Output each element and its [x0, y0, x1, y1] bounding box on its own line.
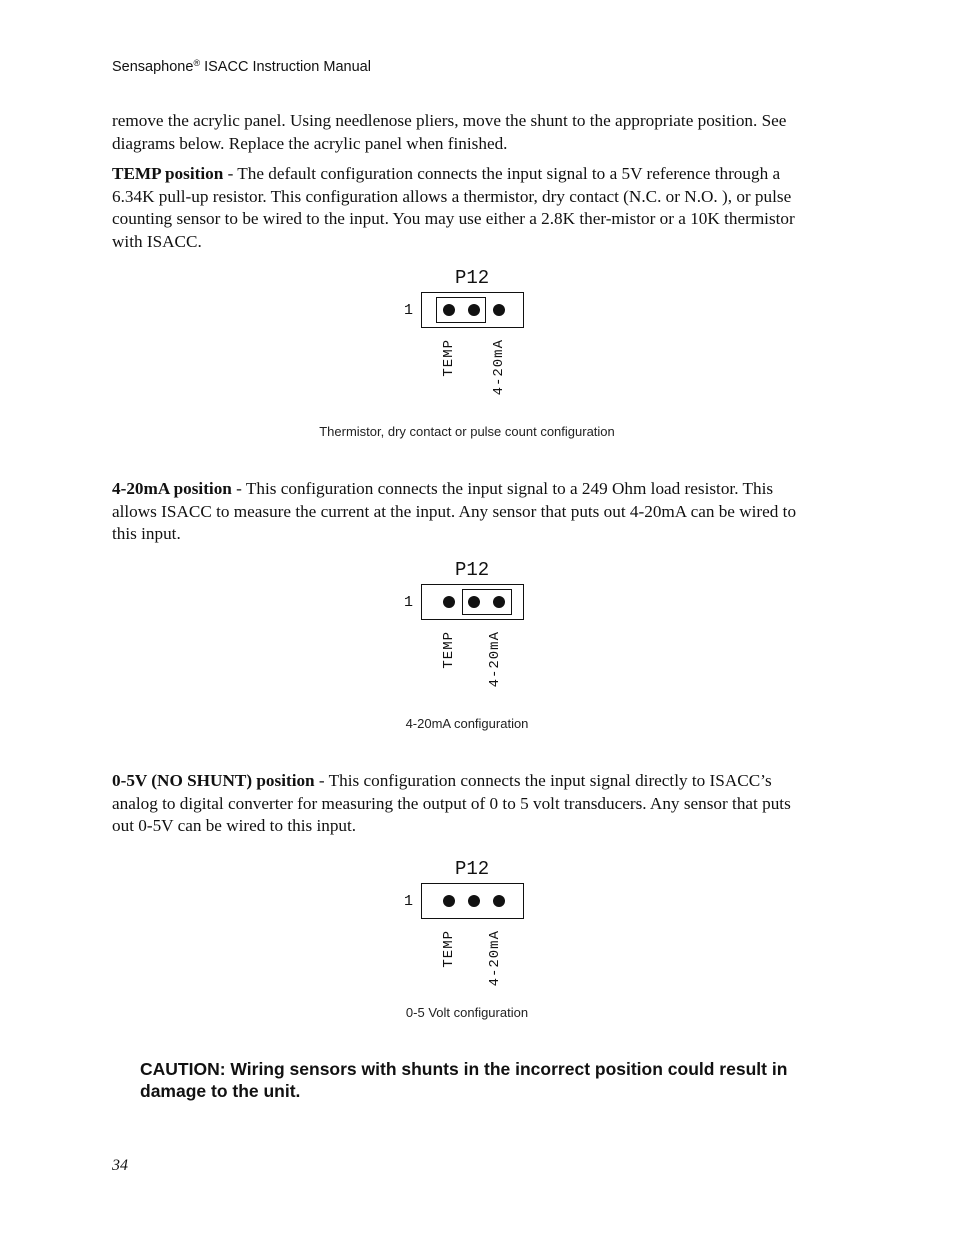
pin-1	[443, 304, 455, 316]
header-brand: Sensaphone	[112, 59, 194, 75]
ma-pin-label: 4-20mA	[491, 339, 507, 396]
ma-body: This configuration connects the input signal to a 249 Ohm load resistor. This allows ISACC to measure the current at the input. Any sensor that puts out 4-20mA can be wired to this input.	[112, 479, 797, 543]
temp-pin-label: TEMP	[441, 631, 457, 669]
pin-3	[493, 304, 505, 316]
v-paragraph	[112, 770, 817, 838]
caution-notice: CAUTION: Wiring sensors with shunts in the incorrect position could result in damage to the unit.	[140, 1059, 788, 1101]
caption-temp	[0, 424, 954, 439]
pin-one-label: 1	[404, 302, 414, 319]
page-number: 34	[112, 1157, 128, 1174]
caption-ma-text: 4-20mA configuration	[405, 716, 529, 731]
pin-1	[443, 596, 455, 608]
temp-pin-label: TEMP	[441, 339, 457, 377]
pin-2	[468, 304, 480, 316]
ma-pin-label: 4-20mA	[487, 930, 503, 987]
v-body: This configuration connects the input signal directly to ISACC’s analog to digital converter for measuring the output of 0 to 5 volt transducers. Any sensor that puts out 0-5V can be wired to this input.	[112, 771, 791, 835]
v-heading: 0-5V (NO SHUNT) position	[112, 771, 315, 790]
ma-pin-label: 4-20mA	[487, 631, 503, 688]
caption-no-shunt	[0, 1005, 954, 1020]
temp-separator: -	[223, 164, 238, 183]
jumper-diagram-temp	[395, 267, 535, 407]
connector-label: P12	[455, 267, 490, 289]
running-header	[112, 58, 371, 75]
ma-heading: 4-20mA position	[112, 479, 232, 498]
temp-body: The default configuration connects the input signal to a 5V reference through a 6.34K pull-up resistor. This configuration allows a thermistor, dry contact (N.C. or N.O. ), or pulse counting sensor to be wired to the input. You may use either a 2.8K ther-mistor or a 10K thermistor with ISACC.	[112, 164, 795, 251]
ma-separator: -	[231, 479, 246, 498]
jumper-diagram-no-shunt	[395, 858, 535, 998]
temp-pin-label: TEMP	[441, 930, 457, 968]
header-title: ISACC Instruction Manual	[200, 59, 371, 75]
pin-one-label: 1	[404, 893, 414, 910]
temp-heading: TEMP position	[112, 164, 224, 183]
connector-label: P12	[455, 858, 490, 880]
pin-3	[493, 895, 505, 907]
caption-ma	[0, 716, 954, 731]
pin-3	[493, 596, 505, 608]
caption-temp-text: Thermistor, dry contact or pulse count configuration	[319, 424, 615, 439]
pin-2	[468, 596, 480, 608]
ma-paragraph	[112, 478, 817, 546]
intro-paragraph: remove the acrylic panel. Using needlenose pliers, move the shunt to the appropriate position. See diagrams below. Replace the acrylic panel when finished.	[112, 111, 787, 153]
pin-one-label: 1	[404, 594, 414, 611]
caption-no-shunt-text: 0-5 Volt configuration	[405, 1005, 529, 1020]
registered-mark: ®	[193, 58, 201, 68]
v-separator: -	[314, 771, 329, 790]
temp-paragraph	[112, 163, 817, 253]
jumper-diagram-ma	[395, 559, 535, 699]
connector-label: P12	[455, 559, 490, 581]
pin-2	[468, 895, 480, 907]
pin-1	[443, 895, 455, 907]
